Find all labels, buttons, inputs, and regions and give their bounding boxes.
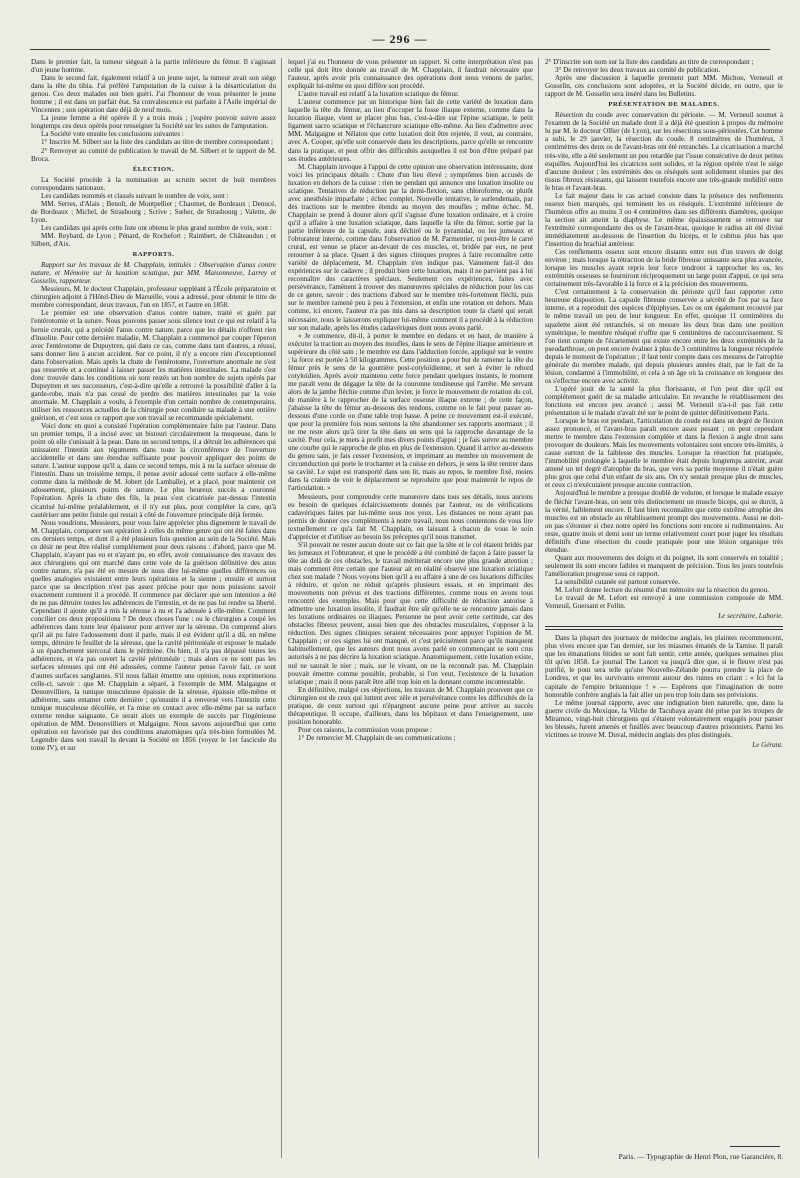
paragraph: « Je commence, dit-il, à porter le membre en dedans et en haut, de manière à exécuter la traction au moyen des moufles, dans le sens de l'épine iliaque antérieure et supérieure du côté sain ; le membre est dans l'adduction forcée, appliqué sur le ventre ; la force est portée à 50 kilogrammes. Cette position a pour but de ramener la tête du fémur près le sens de la gouttière post-cotyloïdienne, et sert à éviter le rebord cotyloïdien. Après avoir maintenu cette force pendant quelques instants, le moment me paraît venu de dégager la tête de la couronne tendineuse qui l'arrête. Me servant alors de la jambe fléchie comme d'un levier, je force le mouvement de rotation du col, de manière à le rapprocher de la surface osseuse iliaque externe ; de cette façon, j'abaisse la tête du fémur au-dessous des tendons, comme on le fait pour passer au-dessous d'une corde ou d'une table trop basse. A peine ce mouvement est-il exécuté, que pour la première fois nous sentons la tête abandonner ses rapports anormaux ; il ne me reste alors qu'à tirer la tête dans un sens qui la rapproche davantage de la cavité. Pour cela, je mets à profit mes divers points d'appui ; je fais suivre au membre une courbe qui le rapproche de plus en plus de l'extension. Quand il arrive au-dessous du genou sain, je fais cesser l'extension, et imprimant au membre un mouvement de circumduction qui porte le trochanter et la cuisse en dehors, je sens la tête rentrer dans sa cavité. Le sujet est transporté dans son lit, mais au repos, le membre fixé, moins dans la crainte de voir le déplacement se reproduire que pour maintenir le repos de l'articulation. »: [288, 331, 533, 493]
signature-line: Le secrétaire, Laborie.: [718, 612, 783, 621]
paragraph: M. Chapplain invoque à l'appui de cette opinion une observation intéressante, dont voici les principaux détails : Chute d'un lieu élevé ; symptômes bien accusés de luxation en dehors de la cuisse : rien ne pendant qui annonce une luxation insolite ou sciatique. Tentatives de réduction par la demi-flexion, sans chloroforme, ou plutôt avec anesthésie imparfaite ; échec complet. Nouvelle tentative, le surlendemain, par des tractions sur le membre étendu au moyen des moufles ; même échec. M. Chapplain se prend à douter alors qu'il s'agisse d'une luxation ordinaire, et à croire qu'il a affaire à une luxation sciatique, dans laquelle la tête du fémur, sortie par la partie inférieure de la capsule, aura déchiré ou le pyramidal, ou les jumeaux et l'obturateur interne, comme dans l'observation de M. Parmentier, ni peut-être le carré crural, est venue se placer au-devant de ces muscles, et, bridée par eux, ne peut retourner à sa place. Quant à des signes cliniques propres à faire reconnaître cette variété de déplacement, M. Chapplain n'en indique pas. Vainement fait-il des expériences sur le cadavre ; il produit bien cette luxation, mais il ne parvient pas à lui reconnaître des caractères spéciaux. Seulement ces expériences, faites avec persévérance, l'amènent à trouver des manœuvres spéciales de réduction pour les cas de ce genre, savoir : des tractions d'abord sur le membre très-fortement fléchi, puis sur le membre ramené peu à peu à l'extension, et enfin une rotation en dehors. Mais comme, ici encore, l'auteur n'a pas mis dans sa description toute la clarté qui serait nécessaire, nous le laisserons expliquer lui-même comment il a procédé à la réduction sur son malade, après les études cadavériques dont nous avons parlé.: [288, 162, 533, 332]
header-rule: [30, 49, 770, 50]
paragraph: Messieurs, M. le docteur Chapplain, professeur suppléant à l'École préparatoire et chirurgien adjoint à l'Hôtel-Dieu de Marseille, vous a adressé, pour obtenir le titre de membre correspondant, deux travaux, l'un en 1857, et l'autre en 1858.: [31, 285, 276, 310]
text-column-3: [545, 58, 783, 1148]
column-divider-2: [538, 58, 539, 1158]
paragraph: Après une discussion à laquelle prennent part MM. Michon, Verneuil et Gosselin, ces conclusions sont adoptées, et la Société décide, en outre, que le rapport de M. Gosselin sera inséré dans les Bulletins.: [545, 74, 783, 99]
paragraph: 2° D'inscrire son nom sur la liste des candidats au titre de correspondant ;: [545, 58, 754, 66]
paragraph: La sensibilité cutanée est partout conservée.: [555, 578, 680, 586]
signature-line: Le Gérant.: [752, 740, 783, 749]
paragraph: Le même journal rapporte, avec une indignation bien naturelle, que, dans la guerre civile du Mexique, la Vilche de Tacubaya ayant été prise par les troupes de Miramon, vingt-huit chirurgiens qui s'étaient volontairement engagés pour panser les blessés, furent amenés et fusillés avec beaucoup d'autres prisonniers. Parmi les victimes se trouve M. Duval, médecin anglais des plus distingués.: [545, 698, 783, 739]
paragraph: C'est certainement à la conservation du périoste qu'il faut rapporter cette heureuse disposition. La capsule fibreuse conservée a sécrété de l'os par sa face interne, et a reproduit des espèces d'épiphyses. Les os ont également recouvré par le même travail un peu de leur longueur. En effet, quoique 11 centimètres du squelette aient été retranchés, si on mesure les deux bras dans une position symétrique, le membre réséqué n'offre que 6 centimètres de raccourcissement. Si l'on tient compte de l'écartement qui existe encore entre les deux extrémités de la pseudarthrose, on peut encore évaluer à plus de 3 centimètres la longueur récupérée depuis le moment de l'opération ; il faut tenir compte dans ces mesures de l'atrophie générale du membre malade, qui depuis plusieurs années était, par le fait de la lésion, condamné à l'immobilité, et cela à un âge où la croissance en longueur des os s'effectue encore avec activité.: [545, 288, 783, 385]
paragraph: Le travail de M. Lefort est renvoyé à une commission composée de MM. Verneuil, Guersant et Follin.: [545, 594, 783, 611]
paragraph: Lorsque le bras est pendant, l'articulation du coude est dans un degré de flexion assez prononcé, et l'avant-bras paraît encore assez pesant ; on peut cependant mettre le membre dans l'extension complète et dans la flexion à angle droit sans provoquer de douleurs. Mais les mouvements volontaires sont encore très-limités, à cause surtout de la faiblesse des muscles. Lorsque la résection fut pratiquée, l'immobilité prolongée à laquelle le membre était depuis longtemps astreint, avait amené un tel degré d'atrophie du bras, que vers sa partie moyenne il n'était guère plus gros que celui d'un enfant de six ans. On n'y sentait presque plus de muscles, et ceux ci n'exécutaient presque aucune contraction.: [545, 417, 783, 490]
paragraph: Les candidats qui après cette liste ont obtenu le plus grand nombre de voix, sont :: [41, 223, 272, 232]
paragraph: Le fait majeur dans le cas actuel consiste dans la présence des renflements osseux bien marqués, qui terminent les os réséqués. L'extrémité inférieure de l'humérus offre au moins 3 ou 4 centimètres dans ses différents diamètres, quoique la section ait atteint la diaphyse. Le même épaississement se retrouve sur l'extrémité correspondante des os de l'avant-bras, quoique le radius ait été divisé immédiatement au-dessous de l'insertion du biceps, et le cubitus plus bas que l'insertion du brachial antérieur.: [545, 191, 783, 249]
paragraph: L'opéré jouit de la santé la plus florissante, et l'on peut dire qu'il est complétement guéri de sa maladie articulaire. En revanche le rétablissement des fonctions est encore peu avancé ; aussi M. Verneuil n'a-t-il pas fait cette présentation si le malade n'avait été sur le point de quitter définitivement Paris.: [545, 384, 783, 418]
paragraph: MM. Reybard, de Lyon ; Pénard, de Rochefort ; Raimbert, de Châteaudun ; et Silbert, d'Aix.: [31, 231, 276, 249]
paragraph: La Société procède à la nomination au scrutin secret de huit membres correspondants nationaux.: [31, 175, 276, 192]
paragraph: Le premier est une observation d'anus contre nature, traité et guéri par l'entérotomie et la suture. Nous pouvons passer sous silence tout ce qui est relatif à la hernie crurale, qui a précédé l'anus contre nature, parce que les détails n'offrent rien d'insolite. Pour cette dernière maladie, M. Chapplain a commencé par couper l'éperon avec l'entérotome de Dupuytren, qui dans ce cas, comme dans tant d'autres, a réussi, sans donner lieu à aucun accident. Sur ce point, il n'y a encore rien d'exceptionnel dans l'observation. Mais après la chute de l'entérotome, l'ouverture anormale ne s'est pas resserrée et a continué à laisser passer les matières intestinales. La malade s'est donc trouvée dans les conditions où sont restés un bon nombre de sujets opérés par Dupuytren et ses successeurs, c'est-à-dire qu'elle a retrouvé la possibilité d'aller à la garde-robe, mais n'a pas cessé de perdre des matières intestinales par la voie anormale. M. Chapplain a voulu, à l'exemple d'un certain nombre de contemporains, utiliser les ressources actuelles de la chirurgie pour conduire sa malade à une entière guérison, et c'est sous ce rapport que son travail se recommande spécialement.: [31, 309, 276, 423]
column-divider-1: [281, 58, 282, 1158]
imprint-rule: [730, 1146, 780, 1147]
paragraph: Les candidats nommés et classés suivant le nombre de voix, sont :: [41, 191, 229, 200]
paragraph: M. Lefort donne lecture du résumé d'un mémoire sur la résection du genou.: [555, 586, 770, 595]
paragraph: En définitive, malgré ces objections, les travaux de M. Chapplain prouvent que ce chirurgien est de ceux qui luttent avec zèle et persévérance contre les difficultés de la pratique, de ceux surtout qui n'épargnent aucune peine pour arriver au succès thérapeutique. Il occupe, d'ailleurs, dans les hôpitaux et dans l'enseignement, une position honorable.: [288, 685, 533, 726]
paragraph: Quant aux mouvements des doigts et du poignet, ils sont conservés en totalité ; seulement ils sont encore faibles et manquent de précision. Tous les jours toutefois l'amélioration progresse sous ce rapport.: [545, 553, 783, 578]
paragraph: L'auteur commence par un historique bien fait de cette variété de luxation dans laquelle la tête du fémur, au lieu d'occuper la fosse iliaque externe, comme dans la luxation iliaque, vient se placer plus bas, c'est-à-dire sur l'épine sciatique, le petit ligament sacro sciatique et l'échancrure sciatique elle-même. Au lieu d'admettre avec MM. Malgaigne et Nélaton que cette luxation doit être rejetée, il veut, au contraire, avec A. Cooper, qu'elle soit conservée dans les descriptions, parce qu'elle se rencontre dans la pratique, et peut offrir des difficultés auxquelles il est bon d'être préparé par ses études antérieures.: [288, 98, 533, 163]
section-heading: PRÉSENTATION DE MALADES.: [608, 101, 720, 109]
paragraph: Rapport sur les travaux de M. Chapplain, intitulés : Observation d'anus contre nature, et Mémoire sur la luxation sciatique, par MM. Maisonneuve, Larrey et Gosselin, rapporteur.: [31, 261, 276, 286]
page-header: [30, 30, 770, 48]
paragraph: La Société vote ensuite les conclusions suivantes :: [41, 130, 184, 139]
paragraph: 1° Inscrire M. Silbert sur la liste des candidats au titre de membre correspondant ;: [41, 138, 273, 147]
printer-imprint: Paris. — Typographie de Henri Plon, rue Garancière, 8.: [618, 1152, 783, 1161]
paragraph: S'il pouvait ne rester aucun doute sur ce fait que la tête et le col étaient bridés par les jumeaux et l'obturateur, et que le procédé a été combiné de façon à faire passer la tête au delà de ces obstacles, le travail mériterait encore une plus grande attention ; mais comment être certain que l'auteur ait en réalité observé une luxation sciatique chez son malade ? Nous voyons bien qu'il a eu affaire à une de ces luxations difficiles à réduire, et qu'on ne réduit qu'après plusieurs essais, et en imprimant des mouvements non prévus et des tractions différentes, comme nous en avons tous rencontré des exemples. Mais pour que cette difficulté de réduction autorise à admettre une luxation insolite, il faudrait être sûr qu'elle ne se rencontre jamais dans les luxations ordinaires ou iliaques. Personne ne peut avoir cette certitude, car des obstacles fibreux peuvent, aussi bien que des obstacles musculaires, s'opposer à la réduction. Des signes cliniques seraient nécessaires pour appuyer l'opinion de M. Chapplain ; or ces signes lui ont manqué, et c'est précisément parce qu'ils manquent habituellement, que les auteurs dont nous avons parlé en commençant se sont crus autorisés à ne pas décrire la luxation sciatique. Anatomiquement, cette luxation existe, nul ne saurait le nier ; mais, sur le vivant, on ne la reconnaît pas. M. Chapplain pouvait émettre comme possible, probable, si l'on veut, l'existence de la luxation sciatique ; mais il nous paraît être allé trop loin en la donnant comme incontestable.: [288, 540, 533, 686]
paragraph: Dans le premier fait, la tumeur siégeait à la partie inférieure du fémur. Il s'agissait d'un jeune homme.: [31, 58, 276, 75]
section-heading: ÉLECTION.: [132, 165, 175, 173]
paragraph: Dans la plupart des journaux de médecine anglais, les plaintes recommencent, plus vives encore que l'an dernier, sur les miasmes émanés de la Tamise. Il paraît que les émanations fétides se sont fait sentir, cette année, quelques semaines plus tôt qu'en 1858. Le journal The Lancet va jusqu'à dire que, si le fleuve n'est pas purifié, le pont sera telle qu'une Nouvelle-Zélande pourra prendre la place de Londres, et que les survivants erreront autour des ruines en criant : « Ici fut la capitale de l'empire britannique ! » — Espérons que l'imagination de notre honorable confrère anglais la fait aller un peu trop loin dans ses prévisions.: [545, 634, 783, 699]
paragraph: lequel j'ai eu l'honneur de vous présenter un rapport. Si cette interprétation n'est pas celle qui doit être donnée au travail de M. Chapplain, il faudrait nécessaire que l'auteur, après avoir pris connaissance des opérations dont nous venons de parler, expliquât lui-même en quoi diffère son procédé.: [288, 58, 533, 91]
section-heading: RAPPORTS.: [132, 251, 175, 259]
paragraph: 3° De renvoyer les deux travaux au comité de publication.: [555, 66, 721, 75]
paragraph: Nous voudrions, Messieurs, pour vous faire apprécier plus dignement le travail de M. Chapplain, comparer son opération à celles du même genre qui ont été faites dans ces derniers temps, et dont il a été plusieurs fois question au sein de la Société. Mais ce désir ne peut être réalisé complétement pour deux raisons : d'abord, parce que M. Chapplain, n'ayant pas eu et n'ayant pu, en effet, avoir connaissance des travaux des aux chirurgiens qui ont marché dans cette voie de la guérison définitive des anus contre nature, n'a pas été en mesure de nous dire lui-même quelles différences ou quelles analogies existaient entre leurs opérations et la sienne ; ensuite et surtout parce que sa description n'est pas assez précise pour que nous puissions savoir exactement comment il a procédé. Il commence par déclarer que son intention a été de ne pas détruire toutes les adhérences de l'intestin, et de ne pas lui rendre sa liberté. Cependant il ajoute qu'il a mis la séreuse à nu et l'a adossée à elle-même. Comment concilier ces deux propositions ? De deux choses l'une : ou le chirurgien a coupé les adhérences dans toute leur épaisseur pour arriver sur la séreuse. On comprend alors qu'il ait pu faire l'adossement dont il parle, mais il est évident qu'il a dû, en même temps, détruire le feuillet de la séreuse, que la cavité péritonéale et exposer le malade à un épanchement stercoral dans le péritoine. Ou bien, il n'a pas dépassé toutes les adhérences, et n'a pas ouvert la cavité péritonéale ; mais alors ce ne sont pas les surfaces séreuses qui ont été adossées, comme l'auteur pense l'avoir fait, ce sont d'autres surfaces sanglantes. S'il nous fallait émettre une opinion, nous exprimerions celle-ci, savoir : que M. Chapplain a séparé, à l'exemple de MM. Malgaigne et Denonvilliers, la tunique musculeuse épaissie de la séreuse, épaissie elle-même et adhérente, sans entamer cette dernière ; qu'ensuite il a renversé vers l'intestin cette tunique musculeuse décollée, et l'a mise en contact avec elle-même par sa surface externe rendue saignante. Ce serait alors un exemple de succès par l'ingénieuse opération de MM. Denonvilliers et Malgaigne. Nous savons aujourd'hui que cette opération est favorisée par des conditions anatomiques qu'a très-bien formulées M. Legendre dans son travail lu devant la Société en 1856 (voyez le 1er fascicule du tome IV), et sur: [31, 518, 276, 752]
paragraph: Messieurs, pour comprendre cette manœuvre dans tous ses détails, nous aurions eu besoin de quelques éclaircissements donnés par l'auteur, ou de vérifications cadavériques faites par lui-même sous nos yeux. Les distances ne nous ayant pas permis de donner ces compléments à notre travail, nous nous contentons de vous lire textuellement ce qu'a fait M. Chapplain, en laissant à chacun de vous le soin d'apprécier et d'utiliser au besoin les préceptes qu'il nous transmet.: [288, 492, 533, 541]
paragraph: La jeune femme a été opérée il y a trois mois ; j'espère pouvoir suivre assez longtemps ces deux opérés pour renseigner la Société sur les suites de l'amputation.: [31, 114, 276, 131]
text-column-2: [288, 58, 533, 1168]
paragraph: L'autre travail est relatif à la luxation sciatique du fémur.: [298, 90, 459, 99]
paragraph: Ces renflements osseux sont encore distants entre eux d'un travers de doigt environ ; mais lorsque la rétraction de la bride fibreuse unissante sera plus avancée, lorsque les muscles ayant repris leur force tendront à rapprocher les os, les extrémités osseuses se fourniront réciproquement un large point d'appui, ce qui sera certainement très-favorable à la force et à la précision des mouvements.: [545, 248, 783, 289]
text-column-1: [31, 58, 276, 1168]
paragraph: 2° Renvoyer au comité de publication le travail de M. Silbert et le rapport de M. Broca.: [31, 146, 276, 163]
paragraph: Aujourd'hui le membre a presque doublé de volume, et lorsque le malade essaye de fléchir l'avant-bras, on sent très distinctement un muscle biceps, qui se durcit, à la vérité, faiblement encore. Il faut bien reconnaître que cette extrême atrophie des muscles est un obstacle au rétablissement prompt des mouvements. Aussi ne doit-on pas s'étonner si chez notre opéré les fonctions sont encore si rudimentaires. Au reste, quatre mois et demi sont un terme relativement court pour juger les résultats définitifs d'une résection du coude pratiquée pour une lésion organique très étendue.: [545, 489, 784, 554]
paragraph: Dans le second fait, également relatif à un jeune sujet, la tumeur avait son siége dans la tête du tibia. J'ai préféré l'amputation de la cuisse à la désarticulation du genou. Ces deux malades ont bien guéri. J'ai l'honneur de vous présenter le jeune homme ; il est dans un parfait état. Sa convalescence est parfaite à l'Asile impérial de Vincennes ; son opération date déjà de neuf mois.: [31, 74, 276, 115]
paragraph: MM. Serres, d'Alais ; Benoît, de Montpellier ; Chaumet, de Bordeaux ; Denucé, de Bordeaux ; Michel, de Strasbourg ; Scrive ; Sœber, de Strasbourg ; Valette, de Lyon.: [31, 199, 276, 224]
paragraph: 1° De remercier M. Chapplain de ses communications ;: [298, 733, 456, 742]
paragraph: Pour ces raisons, la commission vous propose :: [298, 725, 432, 734]
paragraph: Résection du coude avec conservation du périoste. — M. Verneuil soumet à l'examen de la Société un malade dont il a déjà été question à propos du mémoire lu par M. le docteur Ollier (de Lyon), sur les résections sous-périostées. Cet homme a subi, le 29 janvier, la résection du coude. 8 centimètres de l'humérus, 3 centimètres des deux os de l'avant-bras ont été retranchés. La cicatrisation a marché très-vite, elle a été seulement un peu retardée par l'issue consécutive de deux petites esquilles. Aujourd'hui les cicatrices sont solides, et la région opérée n'est le siége d'aucune douleur ; les extrémités des os réséqués sont solidement réunies par des tissus fibreux résistants, qui laissent toutefois encore une très-grande mobilité entre le bras et l'avant-bras.: [545, 111, 783, 192]
paragraph: Voici donc en quoi a consisté l'opération complémentaire faite par l'auteur. Dans un premier temps, il a incisé avec un bistouri circulairement la muqueuse, dans le point où elle s'unissait à la peau. Dans un second temps, il a détruit les adhérences qui unissaient l'intestin aux téguments dans toute la circonférence de l'ouverture accidentelle et dans une étendue suffisante pour pouvoir appliquer des points de suture. L'auteur suppose qu'il a, dans ce second temps, mis à nu la surface séreuse de l'intestin. Dans un troisième temps, il pense avoir adossé cette surface à elle-même comme dans la méthode de M. Jobert (de Lamballe), et a placé, pour maintenir cet adossement, plusieurs points de suture. Le plus heureux succès a couronné l'opération. Après la chute des fils, la peau s'est cicatrisée par-dessus l'intestin cicatrisé lui-même préalablement, et il n'y eut plus, pour compléter la cure, qu'à cautériser une petite fistule qui restait à côté de l'ouverture principale déjà fermée.: [31, 422, 276, 519]
section-ornament: [545, 624, 783, 630]
page-number: — 296 —: [372, 32, 428, 46]
